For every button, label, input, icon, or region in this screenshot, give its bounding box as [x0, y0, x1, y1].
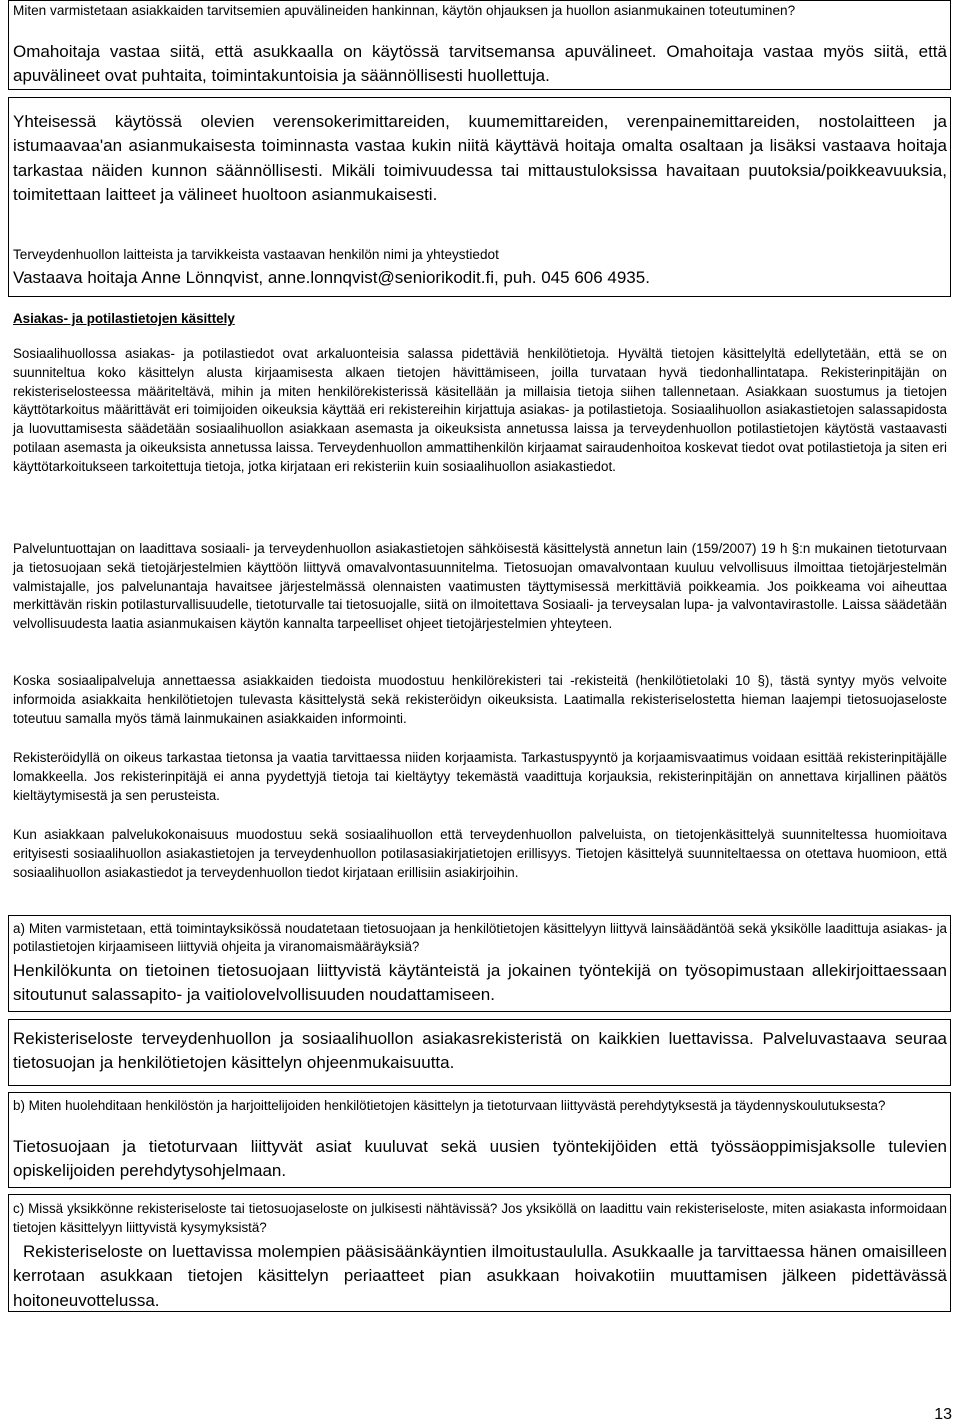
qa-a-answer-2: Rekisteriseloste terveydenhuollon ja sosiaalihuollon asiakasrekisteristä on kaikkien luettavissa. Palveluvastaava seuraa tietosuojan ja henkilötietojen käsittelyn ohjeenmukaisuutta.: [13, 1029, 947, 1073]
aids-answer: Omahoitaja vastaa siitä, että asukkaalla on käytössä tarvitsemansa apuvälineet. Omahoitaja vastaa myös siitä, että apuvälineet ovat puhtaita, toimintakuntoisia ja säännöllisesti huollettuja.: [13, 42, 947, 85]
qa-a-question: a) Miten varmistetaan, että toimintayksikössä noudatetaan tietosuojaan ja henkilötietojen käsittelyyn liittyvä lainsäädäntöä sekä yksikölle laadittuja asiakas- ja potilastietojen kirjaamiseen liittyviä ohjeita ja viranomaismääräyksiä?: [13, 921, 947, 954]
qa-b-question: b) Miten huolehditaan henkilöstön ja harjoittelijoiden henkilötietojen käsittelyn ja tietoturvaan liittyvästä perehdytyksestä ja täydennyskoulutuksesta?: [13, 1098, 886, 1113]
paragraph-5: Kun asiakkaan palvelukokonaisuus muodostuu sekä sosiaalihuollon että terveydenhuollon palveluista, on tietojenkäsittelyä suunniteltessa huomioitava erityisesti sosiaalihuollon asiakastietojen ja terveydenhuollon potilasasiakirjatietojen erillisyys. Tietojen käsittelyä suunniteltaessa on otettava huomioon, että sosiaalihuollon asiakastiedot ja terveydenhuollon tiedot kirjataan erillisiin asiakirjoihin.: [13, 827, 947, 880]
paragraph-4: Rekisteröidyllä on oikeus tarkastaa tietonsa ja vaatia tarvittaessa niiden korjaamista. Tarkastuspyyntö ja korjaamisvaatimus voidaan esittää rekisterinpitäjälle lomakkeella. Jos rekisterinpitäjä ei anna pyydettyjä tietoja tai kieltäytyy tekemästä vaadittuja korjauksia, rekisterinpitäjän on annettava kirjallinen päätös kieltäytymisestä ja sen perusteista.: [13, 750, 947, 803]
paragraph-1: Sosiaalihuollossa asiakas- ja potilastiedot ovat arkaluonteisia salassa pidettäviä henkilötietoja. Hyvältä tietojen käsittelyltä edellytetään, että se on suunniteltua koko käsittelyn alusta kirjaamisesta alkaen tietojen hävittämiseen, joilla turvataan hyvä tiedonhallintatapa. Rekisterinpitäjän on rekisteriselosteessa määriteltävä, mihin ja miten henkilörekisterissä käsitellään ja millaisia tietoja siihen tallennetaan. Asiakkaan suostumus ja tietojen käyttötarkoitus määrittävät eri toimijoiden oikeuksia käyttää eri rekistereihin kirjattuja asiakas- ja potilastietoja. Sosiaalihuollon asiakastietojen salassapidosta ja luovuttamisesta säädetään sosiaalihuollon asiakkaan asemasta ja oikeuksista annetussa laissa ja terveydenhuollon potilastietojen käytöstä vastaavasti potilaan asemasta ja oikeuksista annetussa laissa. Terveydenhuollon ammattihenkilön kirjaamat sairaudenhoitoa koskevat tiedot ovat potilastietoja ja siten eri käyttötarkoitukseen tarkoitettuja tietoja, jotka kirjataan eri rekisteriin kuin sosiaalihuollon asiakastiedot.: [13, 346, 947, 474]
equipment-text: Yhteisessä käytössä olevien verensokerimittareiden, kuumemittareiden, verenpainemittareiden, nostolaitteen ja istumaavaa'an asianmukaisesta toiminnasta vastaa kukin niitä käyttävä hoitaja omalta osaltaan ja lisäksi vastaava hoitaja tarkastaa näiden kunnon säännöllisesti. Mikäli toimivuudessa tai mittaustuloksissa havaitaan puutoksia/poikkeavuuksia, toimitettaan laitteet ja välineet huoltoon asianmukaisesti.: [13, 112, 947, 204]
contact-label: Terveydenhuollon laitteista ja tarvikkeista vastaavan henkilön nimi ja yhteystiedot: [13, 247, 499, 262]
qa-a-answer-1: Henkilökunta on tietoinen tietosuojaan liittyvistä käytänteistä ja jokainen työntekijä on työsopimustaan allekirjoittaessaan sitoutunut salassapito- ja vaitiolovelvollisuuden noudattamiseen.: [13, 961, 947, 1005]
qa-c-question: c) Missä yksikkönne rekisteriseloste tai tietosuojaseloste on julkisesti nähtävissä? Jos yksiköllä on laadittu vain rekisteriseloste, miten asiakasta informoidaan tietojen käsittelyyn liittyvistä kysymyksistä?: [13, 1201, 947, 1235]
paragraph-2: Palveluntuottajan on laadittava sosiaali- ja terveydenhuollon asiakastietojen sähköisestä käsittelystä annetun lain (159/2007) 19 h §:n mukainen tietoturvaan ja tietosuojaan sekä tietojärjestelmien käyttöön liittyvä omavalvontasuunnitelma. Tietosuojan omavalvontaan kuuluu velvollisuus ilmoittaa tietojärjestelmän valmistajalle, jos palvelunantaja havaitsee järjestelmässä olennaisten vaatimusten täyttymisessä merkittäviä poikkeamia. Jos poikkeama voi aiheuttaa merkittävän riskin potilasturvallisuudelle, tietoturvalle tai tietosuojalle, siitä on ilmoitettava Sosiaali- ja terveysalan lupa- ja valvontavirastolle. Laissa säädetään velvollisuudesta laatia asianmukaisen käytön kannalta tarpeelliset ohjeet tietojärjestelmien yhteyteen.: [13, 541, 947, 632]
page-number: 13: [934, 1406, 952, 1423]
section-heading: Asiakas- ja potilastietojen käsittely: [13, 311, 235, 326]
paragraph-3: Koska sosiaalipalveluja annettaessa asiakkaiden tiedoista muodostuu henkilörekisteri tai -rekisteitä (henkilötietolaki 10 §), tästä syntyy myös velvoite informoida asiakkaita henkilötietojen tulevasta käsittelystä sekä rekisteröidyn oikeuksista. Laatimalla rekisteriselostetta hieman laajempi tietosuojaseloste toteutuu samalla myös tämä lainmukainen asiakkaiden informointi.: [13, 673, 947, 726]
contact-value: Vastaava hoitaja Anne Lönnqvist, anne.lonnqvist@seniorikodit.fi, puh. 045 606 4935.: [13, 268, 650, 287]
qa-b-answer: Tietosuojaan ja tietoturvaan liittyvät asiat kuuluvat sekä uusien työntekijöiden että työssäoppimisjaksolle tulevien opiskelijoiden perehdytysohjelmaan.: [13, 1137, 947, 1181]
qa-c-answer: Rekisteriseloste on luettavissa molempien pääsisäänkäyntien ilmoitustaululla. Asukkaalle ja tarvittaessa hänen omaisilleen kerrotaan asukkaan tietojen käsittelyn periaatteet pian asukkaan hoivakotiin muuttamisen jälkeen pidettävässä hoitoneuvottelussa.: [13, 1242, 947, 1310]
aids-question: Miten varmistetaan asiakkaiden tarvitsemien apuvälineiden hankinnan, käytön ohjauksen ja huollon asianmukainen toteutuminen?: [13, 3, 796, 18]
